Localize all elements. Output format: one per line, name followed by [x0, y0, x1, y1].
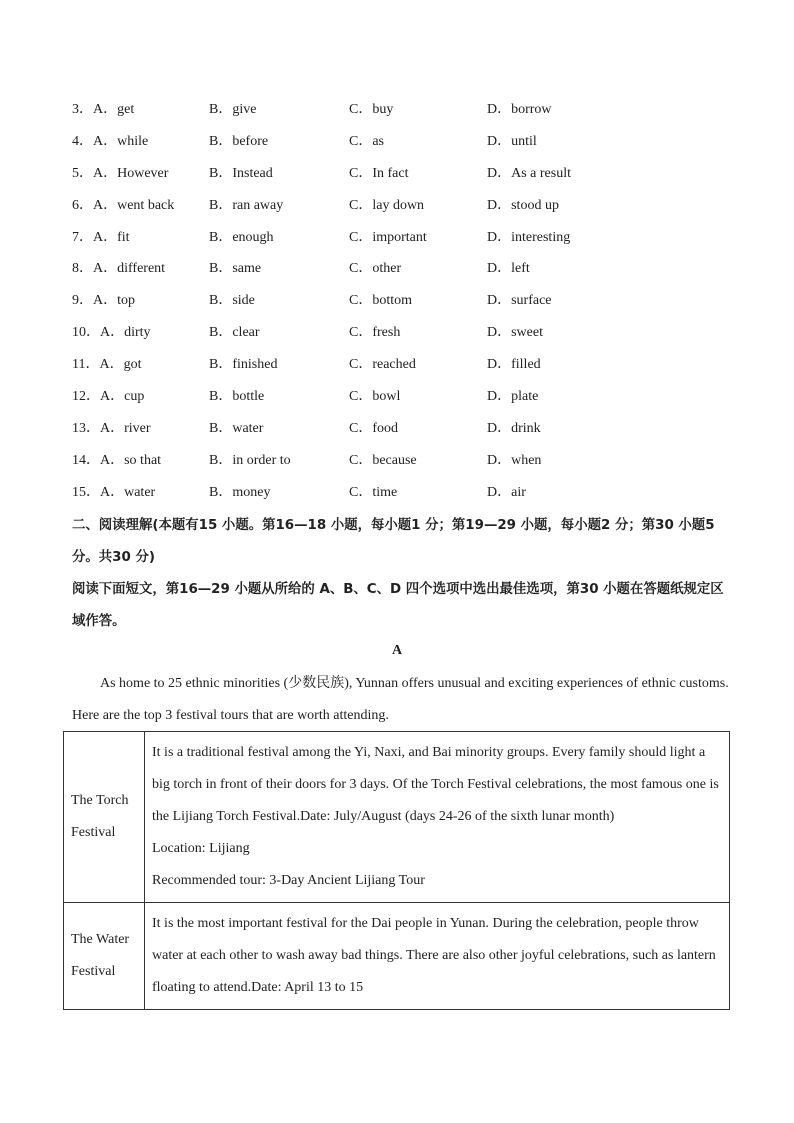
- question-number: 5．: [72, 165, 93, 181]
- question-row: [72, 126, 732, 158]
- option-c: C．other: [349, 261, 402, 277]
- festival-description: It is the most important festival for the Dai people in Yunan. During the celebration, people throw water at each other to wash away bad things. There are also other joyful celebrations, such as lantern floating to attend.Date: April 13 to 15: [152, 916, 716, 995]
- option-d: D．drink: [487, 420, 541, 436]
- table-row: [64, 732, 730, 903]
- question-row: [72, 349, 732, 381]
- option-c: C．time: [349, 484, 398, 500]
- question-number-and-option-a: [72, 94, 134, 126]
- option-a: A．different: [93, 261, 166, 277]
- option-a: A．water: [100, 484, 156, 500]
- option-a: A．However: [93, 165, 169, 181]
- question-row: [72, 413, 732, 445]
- option-c: C．as: [349, 133, 384, 149]
- question-number-and-option-a: [72, 381, 144, 413]
- question-row: [72, 158, 732, 190]
- option-a: A．dirty: [100, 325, 151, 341]
- question-number-and-option-a: [72, 126, 148, 158]
- option-c: C．lay down: [349, 197, 425, 213]
- option-a: A．fit: [93, 229, 130, 245]
- question-number-and-option-a: [72, 190, 174, 222]
- question-number: 7．: [72, 229, 93, 245]
- question-number-and-option-a: [72, 317, 151, 349]
- question-number: 15．: [72, 484, 100, 500]
- question-row: [72, 381, 732, 413]
- question-row: [72, 477, 732, 509]
- option-d: D．when: [487, 452, 542, 468]
- option-b: B．same: [209, 261, 262, 277]
- passage-letter: A: [391, 643, 403, 658]
- question-number: 12．: [72, 389, 100, 405]
- festival-name: The Torch Festival: [64, 732, 145, 903]
- question-row: [72, 253, 732, 285]
- question-number: 8．: [72, 261, 93, 277]
- question-number-and-option-a: [72, 445, 161, 477]
- question-row: [72, 222, 732, 254]
- option-b: B．bottle: [209, 389, 265, 405]
- option-c: C．bottom: [349, 293, 413, 309]
- question-number: 6．: [72, 197, 93, 213]
- option-b: B．before: [209, 133, 269, 149]
- question-row: [72, 317, 732, 349]
- option-c: C．food: [349, 420, 398, 436]
- question-row: [72, 190, 732, 222]
- question-number: 11．: [72, 357, 100, 373]
- option-b: B．water: [209, 420, 264, 436]
- option-b: B．clear: [209, 325, 260, 341]
- question-number: 9．: [72, 293, 93, 309]
- passage-intro: As home to 25 ethnic minorities (少数民族), Yunnan offers unusual and exciting experiences of ethnic customs. Here are the top 3 festival tours that are worth attending.: [72, 676, 729, 723]
- question-number: 14．: [72, 452, 100, 468]
- option-b: B．side: [209, 293, 255, 309]
- option-d: D．air: [487, 484, 526, 500]
- option-b: B．money: [209, 484, 271, 500]
- option-a: A．top: [93, 293, 135, 309]
- option-c: C．In fact: [349, 165, 409, 181]
- question-number-and-option-a: [72, 349, 141, 381]
- option-a: A．went back: [93, 197, 175, 213]
- option-a: A．while: [93, 133, 149, 149]
- question-number-and-option-a: [72, 477, 155, 509]
- question-number: 13．: [72, 420, 100, 436]
- question-number: 3．: [72, 102, 93, 117]
- festival-name: The Water Festival: [64, 903, 145, 1010]
- option-b: B．Instead: [209, 165, 273, 181]
- option-b: B．in order to: [209, 452, 291, 468]
- table-row: [64, 903, 730, 1010]
- option-d: D．stood up: [487, 197, 559, 213]
- option-d: D．surface: [487, 293, 552, 309]
- option-c: C．buy: [349, 102, 394, 117]
- section-heading: 二、阅读理解(本题有15 小题。第16—18 小题，每小题1 分；第19—29 小题，每小题2 分；第30 小题5 分。共30 分): [72, 518, 715, 565]
- option-b: B．ran away: [209, 197, 284, 213]
- festival-details: [145, 903, 730, 1010]
- option-c: C．important: [349, 229, 427, 245]
- festival-location: Location: Lijiang: [152, 841, 250, 856]
- question-number-and-option-a: [72, 413, 151, 445]
- option-b: B．enough: [209, 229, 274, 245]
- option-d: D．filled: [487, 357, 541, 373]
- festival-table: [63, 731, 730, 1010]
- option-d: D．left: [487, 261, 530, 277]
- question-number: 4．: [72, 133, 93, 149]
- option-a: A．river: [100, 420, 151, 436]
- question-number-and-option-a: [72, 222, 130, 254]
- option-b: B．give: [209, 102, 257, 117]
- option-a: A．get: [93, 102, 135, 117]
- option-d: D．interesting: [487, 229, 571, 245]
- question-row: [72, 445, 732, 477]
- option-d: D．plate: [487, 389, 539, 405]
- option-b: B．finished: [209, 357, 278, 373]
- option-c: C．reached: [349, 357, 416, 373]
- option-c: C．bowl: [349, 389, 401, 405]
- question-number: 10．: [72, 325, 100, 341]
- option-d: D．borrow: [487, 102, 552, 117]
- question-row: [72, 94, 732, 126]
- option-d: D．sweet: [487, 325, 543, 341]
- option-a: A．cup: [100, 389, 145, 405]
- section-instructions: 阅读下面短文，第16—29 小题从所给的 A、B、C、D 四个选项中选出最佳选项，第30 小题在答题纸规定区域作答。: [72, 582, 724, 629]
- option-a: A．so that: [100, 452, 162, 468]
- question-number-and-option-a: [72, 158, 168, 190]
- festival-details: [145, 732, 730, 903]
- option-d: D．As a result: [487, 165, 571, 181]
- option-a: A．got: [99, 357, 142, 373]
- festival-tour: Recommended tour: 3-Day Ancient Lijiang Tour: [152, 873, 425, 888]
- festival-description: It is a traditional festival among the Yi, Naxi, and Bai minority groups. Every family should light a big torch in front of their doors for 3 days. Of the Torch Festival celebrations, the most famous one is the Lijiang Torch Festival.Date: July/August (days 24-26 of the sixth lunar month): [152, 745, 719, 824]
- option-c: C．fresh: [349, 325, 401, 341]
- multiple-choice-list: [72, 94, 732, 509]
- question-row: [72, 285, 732, 317]
- question-number-and-option-a: [72, 285, 135, 317]
- question-number-and-option-a: [72, 253, 165, 285]
- option-d: D．until: [487, 133, 537, 149]
- option-c: C．because: [349, 452, 417, 468]
